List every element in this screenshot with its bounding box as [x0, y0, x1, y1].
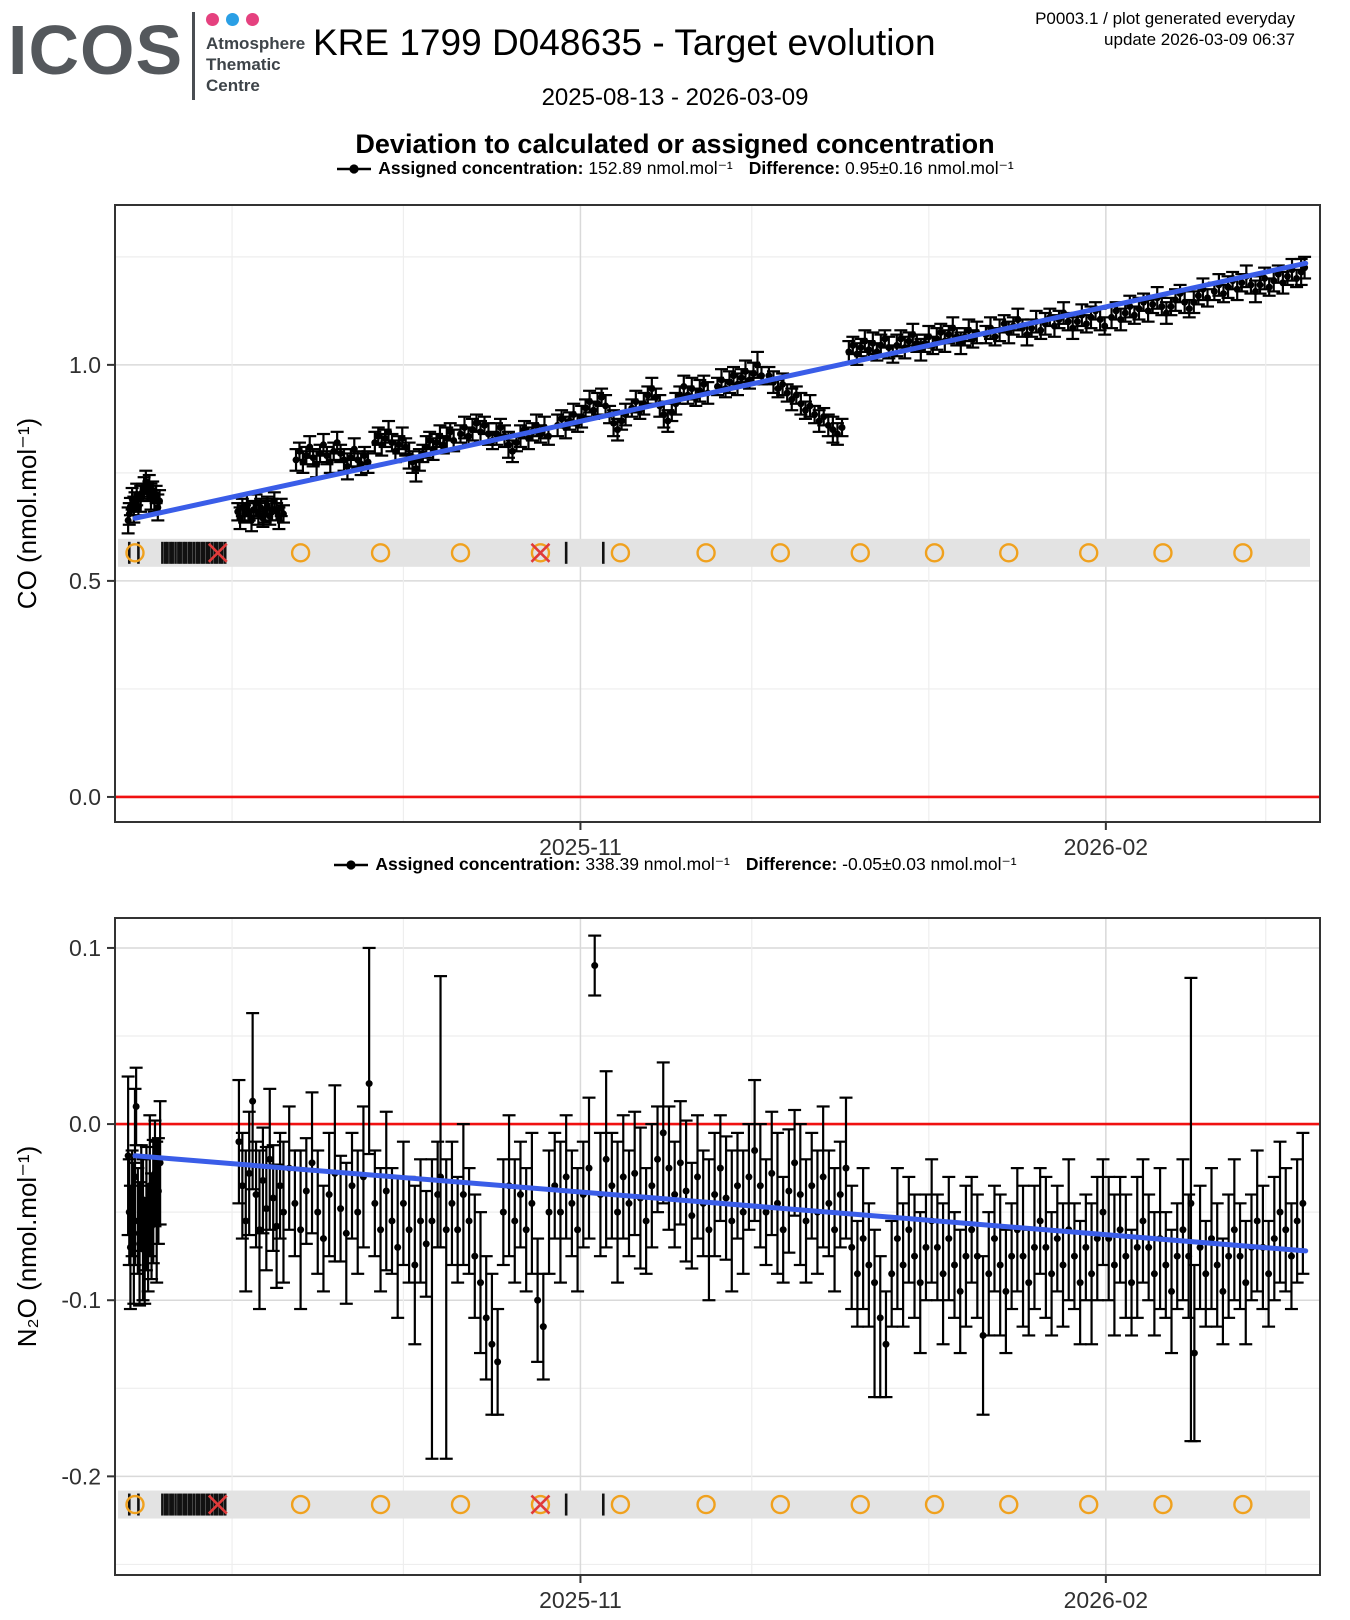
assigned-value: 338.39 nmol.mol⁻¹: [580, 854, 730, 874]
y-tick-label: 1.0: [69, 351, 101, 378]
logo-dot: [206, 13, 219, 26]
y-tick-label: 0.1: [69, 934, 101, 961]
difference-label: Difference:: [748, 158, 841, 178]
page-title: KRE 1799 D048635 - Target evolution: [313, 22, 936, 63]
difference-value: 0.95±0.16 nmol.mol⁻¹: [840, 158, 1014, 178]
assigned-value: 152.89 nmol.mol⁻¹: [583, 158, 733, 178]
difference-value: -0.05±0.03 nmol.mol⁻¹: [837, 854, 1017, 874]
logo-dot: [246, 13, 259, 26]
co-legend: [0, 158, 1350, 179]
assigned-label: Assigned concentration:: [378, 158, 584, 178]
co-chart-svg: [0, 195, 1350, 865]
n2o-legend: [0, 854, 1350, 875]
assigned-label: Assigned concentration:: [375, 854, 581, 874]
logo-subtitle-line: Centre: [206, 76, 260, 95]
y-tick-label: -0.2: [61, 1463, 101, 1490]
n2o-chart-svg: [0, 898, 1350, 1610]
logo-dots: [206, 13, 259, 26]
x-tick-label: 2026-02: [1063, 834, 1149, 860]
difference-label: Difference:: [745, 854, 838, 874]
y-tick-label: 0.0: [69, 1111, 101, 1138]
y-tick-label: 0.0: [69, 783, 101, 810]
plot-meta: [1035, 8, 1295, 50]
x-tick-label: 2025-11: [539, 834, 622, 860]
section-title: Deviation to calculated or assigned concentration: [355, 129, 995, 159]
x-tick-label: 2025-11: [539, 1587, 622, 1610]
y-tick-label: -0.1: [61, 1287, 101, 1314]
logo-subtitle-line: Thematic: [206, 55, 281, 74]
logo-subtitle-line: Atmosphere: [206, 34, 306, 53]
y-axis-title: N₂O (nmol.mol⁻¹): [12, 1145, 42, 1348]
logo-dot: [226, 13, 239, 26]
y-axis-title: CO (nmol.mol⁻¹): [12, 417, 42, 610]
plot-meta-line1: P0003.1 / plot generated everyday: [1035, 9, 1295, 28]
date-range: 2025-08-13 - 2026-03-09: [541, 84, 809, 111]
y-tick-label: 0.5: [69, 567, 101, 594]
legend-point-icon: [336, 162, 372, 176]
icos-logo: ICOS: [8, 11, 184, 89]
x-tick-label: 2026-02: [1063, 1587, 1149, 1610]
legend-point-icon: [333, 858, 369, 872]
plot-meta-line2: update 2026-03-09 06:37: [1104, 30, 1295, 49]
